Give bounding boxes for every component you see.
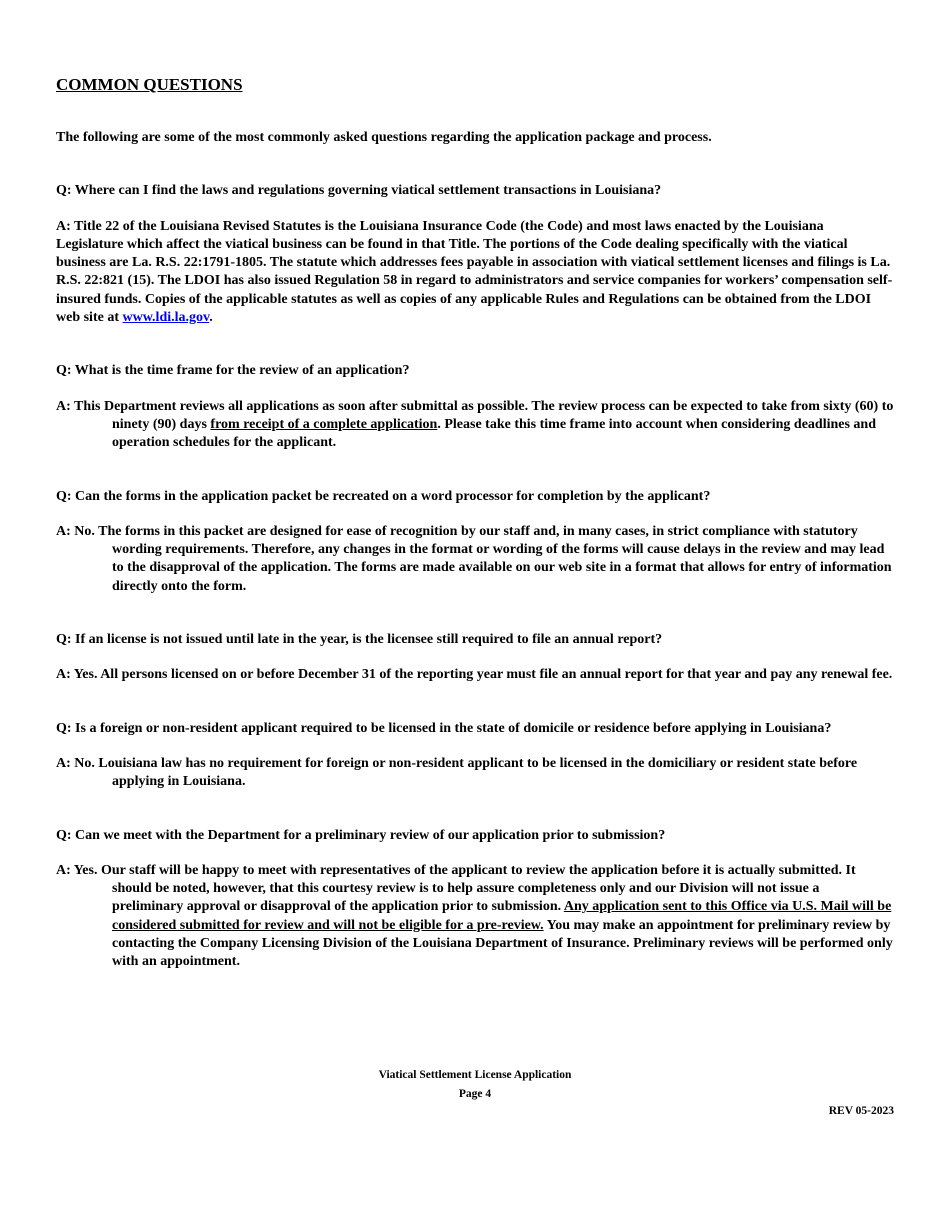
answer-6-post: You may make an appointment for preliminary review by contacting the Company Licensing Division of the Louisiana Department of Insurance. Preliminary reviews will be performed only with an appointment.: [112, 917, 893, 970]
answer-2: [56, 398, 894, 453]
question-2: Q: What is the time frame for the review of an application?: [56, 363, 410, 379]
ldi-website-link[interactable]: www.ldi.la.gov: [122, 310, 210, 326]
footer-title: Viatical Settlement License Application: [378, 1069, 572, 1081]
document-body: [56, 74, 894, 972]
page-title: COMMON QUESTIONS: [56, 75, 243, 94]
answer-2-underlined: from receipt of a complete application: [210, 416, 438, 432]
answer-2-post: . Please take this time frame into account when considering deadlines and operation schedules for the applicant.: [112, 416, 876, 451]
page-footer: [0, 1066, 950, 1104]
revision-label: REV 05-2023: [828, 1105, 894, 1117]
answer-4: A: Yes. All persons licensed on or before December 31 of the reporting year must file an annual report for that year and pay any renewal fee.: [56, 667, 893, 683]
answer-2-pre: A: This Department reviews all applications as soon after submittal as possible. The review process can be expected to take from sixty (60) to ninety (90) days: [56, 398, 894, 432]
answer-3: A: No. The forms in this packet are designed for ease of recognition by our staff and, in many cases, in strict compliance with statutory wording requirements. Therefore, any changes in the format or wording of the forms will cause delays in the review and may lead to the disapproval of the application. The forms are made available on our web site in a format that allows for entry of information directly onto the form.: [56, 523, 892, 594]
answer-1-text: A: Title 22 of the Louisiana Revised Statutes is the Louisiana Insurance Code (the Code) and most laws enacted by the Louisiana Legislature which affect the viatical business can be found in that Title. The portions of the Code dealing specifically with the viatical business are La. R.S. 22:1791-1805. The statute which addresses fees payable in association with viatical settlement licenses and filings is La. R.S. 22:821 (15). The LDOI has also issued Regulation 58 in regard to administrators and service companies for workers’ compensation self-insured funds. Copies of the applicable statutes as well as copies of any applicable Rules and Regulations can be obtained from the LDOI web site at: [56, 218, 893, 326]
footer-page-number: Page 4: [458, 1088, 492, 1100]
question-1: Q: Where can I find the laws and regulations governing viatical settlement transactions in Louisiana?: [56, 183, 662, 199]
question-5: Q: Is a foreign or non-resident applicant required to be licensed in the state of domicile or residence before applying in Louisiana?: [56, 720, 832, 736]
answer-5: A: No. Louisiana law has no requirement for foreign or non-resident applicant to be licensed in the domiciliary or resident state before applying in Louisiana.: [56, 755, 858, 790]
question-6: Q: Can we meet with the Department for a preliminary review of our application prior to submission?: [56, 827, 666, 843]
question-3: Q: Can the forms in the application packet be recreated on a word processor for completion by the applicant?: [56, 488, 711, 504]
answer-6-pre: A: Yes. Our staff will be happy to meet with representatives of the applicant to review the application before it is actually submitted. It should be noted, however, that this courtesy review is to help assure completeness only and our Division will not issue a preliminary approval or disapproval of the application prior to submission.: [56, 862, 856, 915]
answer-6: [56, 862, 894, 972]
question-4: Q: If an license is not issued until late in the year, is the licensee still required to file an annual report?: [56, 632, 663, 648]
answer-1-end: .: [209, 310, 213, 326]
intro-paragraph: The following are some of the most commonly asked questions regarding the application package and process.: [56, 130, 712, 145]
answer-6-underlined: Any application sent to this Office via U.S. Mail will be considered submitted for review and will not be eligible for a pre-review.: [112, 899, 892, 933]
answer-1: [56, 218, 894, 328]
